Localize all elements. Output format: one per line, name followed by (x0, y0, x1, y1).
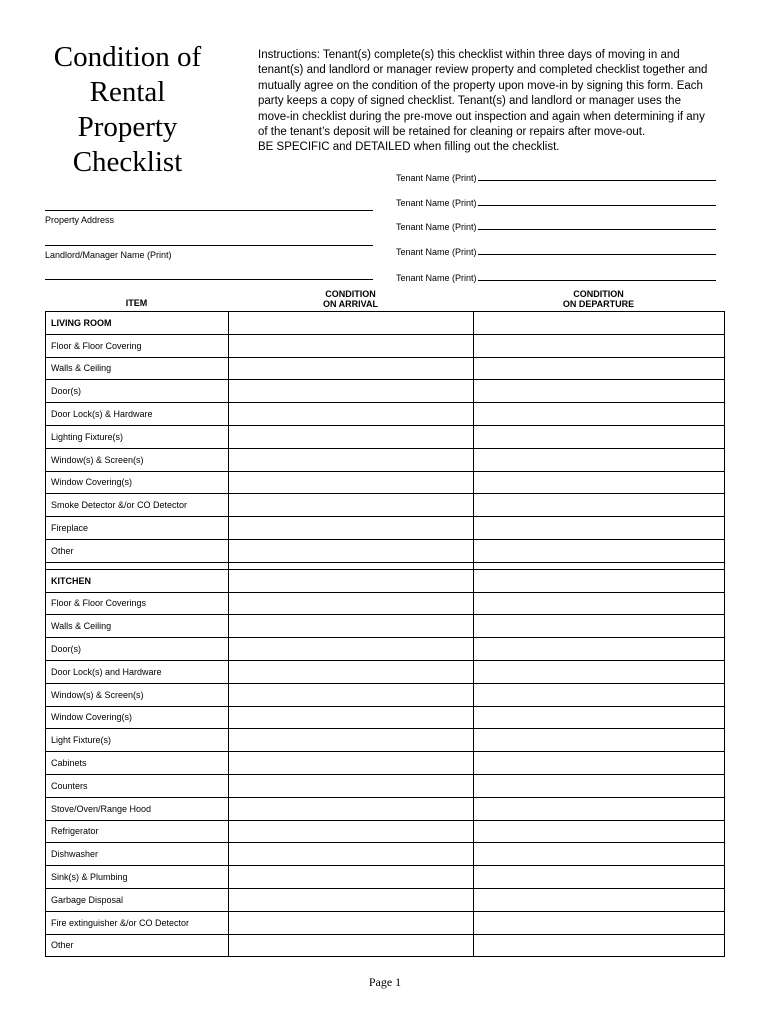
arrival-condition-cell[interactable] (229, 820, 474, 843)
arrival-condition-cell[interactable] (229, 334, 474, 357)
table-row (46, 638, 725, 661)
item-label: Walls & Ceiling (46, 357, 229, 380)
table-row (46, 729, 725, 752)
column-header-line: ON DEPARTURE (562, 299, 635, 309)
departure-condition-cell[interactable] (474, 866, 725, 889)
checklist-table (45, 311, 725, 957)
item-label: Counters (46, 774, 229, 797)
title-line: Condition of (53, 41, 202, 73)
tenant-name-label: Tenant Name (Print) (396, 198, 477, 208)
table-row (46, 706, 725, 729)
landlord-name-line[interactable] (45, 245, 373, 246)
table-row (46, 660, 725, 683)
arrival-condition-cell[interactable] (229, 494, 474, 517)
departure-condition-cell[interactable] (474, 638, 725, 661)
departure-condition-cell[interactable] (474, 615, 725, 638)
item-label: Walls & Ceiling (46, 615, 229, 638)
departure-condition-cell[interactable] (474, 683, 725, 706)
item-label: Garbage Disposal (46, 888, 229, 911)
section-row (46, 312, 725, 335)
tenant-name-field-1[interactable] (396, 169, 716, 183)
arrival-condition-cell[interactable] (229, 569, 474, 592)
arrival-condition-cell[interactable] (229, 517, 474, 540)
departure-condition-cell[interactable] (474, 592, 725, 615)
item-label: Fireplace (46, 517, 229, 540)
item-label: Window(s) & Screen(s) (46, 448, 229, 471)
arrival-condition-cell[interactable] (229, 539, 474, 562)
departure-condition-cell[interactable] (474, 934, 725, 957)
table-row (46, 615, 725, 638)
column-header-line: CONDITION (325, 289, 376, 299)
section-spacer-row (46, 562, 725, 569)
spacer-cell (229, 562, 474, 569)
arrival-condition-cell[interactable] (229, 615, 474, 638)
table-row (46, 934, 725, 957)
table-row (46, 494, 725, 517)
section-heading: LIVING ROOM (46, 312, 229, 335)
column-header-item: ITEM (125, 298, 148, 308)
arrival-condition-cell[interactable] (229, 866, 474, 889)
table-row (46, 888, 725, 911)
instructions-line: mutually agree on the condition of the property upon move-in by signing this form. Each (258, 79, 703, 92)
arrival-condition-cell[interactable] (229, 729, 474, 752)
arrival-condition-cell[interactable] (229, 312, 474, 335)
signature-line (478, 229, 716, 230)
instructions-line: Instructions: Tenant(s) complete(s) this checklist within three days of moving in and (258, 49, 680, 61)
arrival-condition-cell[interactable] (229, 448, 474, 471)
title-line: Checklist (72, 146, 183, 178)
column-header-line: CONDITION (573, 289, 624, 299)
arrival-condition-cell[interactable] (229, 592, 474, 615)
arrival-condition-cell[interactable] (229, 934, 474, 957)
departure-condition-cell[interactable] (474, 569, 725, 592)
tenant-name-field-5[interactable] (396, 269, 716, 283)
departure-condition-cell[interactable] (474, 471, 725, 494)
tenant-name-label: Tenant Name (Print) (396, 273, 477, 283)
departure-condition-cell[interactable] (474, 448, 725, 471)
item-label: Window(s) & Screen(s) (46, 683, 229, 706)
table-row (46, 517, 725, 540)
departure-condition-cell[interactable] (474, 752, 725, 775)
item-label: Dishwasher (46, 843, 229, 866)
arrival-condition-cell[interactable] (229, 425, 474, 448)
table-row (46, 843, 725, 866)
item-label: Door(s) (46, 638, 229, 661)
instructions-line: tenant(s) and landlord or manager review property and completed checklist together and (258, 64, 708, 77)
section-heading: KITCHEN (46, 569, 229, 592)
departure-condition-cell[interactable] (474, 425, 725, 448)
item-label: Door Lock(s) and Hardware (46, 660, 229, 683)
section-row (46, 569, 725, 592)
item-label: Window Covering(s) (46, 706, 229, 729)
signature-line (478, 205, 716, 206)
table-row (46, 357, 725, 380)
departure-condition-cell[interactable] (474, 403, 725, 426)
instructions-line: party keeps a copy of signed checklist. Tenant(s) and landlord or manager uses the (258, 95, 681, 108)
arrival-condition-cell[interactable] (229, 357, 474, 380)
table-row (46, 752, 725, 775)
departure-condition-cell[interactable] (474, 774, 725, 797)
table-row (46, 797, 725, 820)
signature-line (478, 280, 716, 281)
item-label: Other (46, 539, 229, 562)
checklist-body (46, 312, 725, 957)
item-label: Stove/Oven/Range Hood (46, 797, 229, 820)
departure-condition-cell[interactable] (474, 380, 725, 403)
column-header-departure (473, 289, 724, 309)
departure-condition-cell[interactable] (474, 539, 725, 562)
item-label: Door(s) (46, 380, 229, 403)
table-row (46, 471, 725, 494)
arrival-condition-cell[interactable] (229, 843, 474, 866)
tenant-name-field-3[interactable] (396, 218, 716, 232)
arrival-condition-cell[interactable] (229, 911, 474, 934)
departure-condition-cell[interactable] (474, 797, 725, 820)
item-label: Window Covering(s) (46, 471, 229, 494)
table-row (46, 403, 725, 426)
item-label: Smoke Detector &/or CO Detector (46, 494, 229, 517)
property-address-label: Property Address (45, 215, 115, 225)
departure-condition-cell[interactable] (474, 334, 725, 357)
table-row (46, 334, 725, 357)
title-line: Property (77, 111, 178, 143)
arrival-condition-cell[interactable] (229, 403, 474, 426)
item-label: Cabinets (46, 752, 229, 775)
table-row (46, 539, 725, 562)
arrival-condition-cell[interactable] (229, 660, 474, 683)
instructions-line: of the tenant’s deposit will be retained for cleaning or repairs after move-out. (258, 126, 646, 139)
form-title (40, 40, 215, 180)
signature-line (478, 254, 716, 255)
table-row (46, 448, 725, 471)
table-row (46, 866, 725, 889)
item-label: Door Lock(s) & Hardware (46, 403, 229, 426)
column-header-line: ON ARRIVAL (323, 299, 378, 309)
tenant-name-label: Tenant Name (Print) (396, 173, 477, 183)
column-header-arrival (228, 289, 473, 309)
tenant-name-field-4[interactable] (396, 243, 716, 257)
departure-condition-cell[interactable] (474, 820, 725, 843)
arrival-condition-cell[interactable] (229, 471, 474, 494)
item-label: Fire extinguisher &/or CO Detector (46, 911, 229, 934)
header-divider-line (45, 279, 373, 280)
arrival-condition-cell[interactable] (229, 797, 474, 820)
instructions-line: move-in checklist during the pre-move out inspection and again when determining if any (258, 110, 705, 123)
arrival-condition-cell[interactable] (229, 888, 474, 911)
instructions-text (258, 48, 728, 156)
table-row (46, 380, 725, 403)
departure-condition-cell[interactable] (474, 494, 725, 517)
arrival-condition-cell[interactable] (229, 683, 474, 706)
arrival-condition-cell[interactable] (229, 752, 474, 775)
arrival-condition-cell[interactable] (229, 380, 474, 403)
property-address-line[interactable] (45, 210, 373, 211)
table-row (46, 425, 725, 448)
departure-condition-cell[interactable] (474, 312, 725, 335)
signature-line (478, 180, 716, 181)
title-line: Rental (89, 76, 166, 108)
spacer-cell (46, 562, 229, 569)
departure-condition-cell[interactable] (474, 843, 725, 866)
instructions-line: BE SPECIFIC and DETAILED when filling out the checklist. (258, 141, 560, 154)
departure-condition-cell[interactable] (474, 357, 725, 380)
item-label: Other (46, 934, 229, 957)
spacer-cell (474, 562, 725, 569)
tenant-name-label: Tenant Name (Print) (396, 247, 477, 257)
table-row (46, 592, 725, 615)
item-label: Light Fixture(s) (46, 729, 229, 752)
landlord-name-label: Landlord/Manager Name (Print) (45, 250, 172, 260)
departure-condition-cell[interactable] (474, 660, 725, 683)
item-label: Floor & Floor Coverings (46, 592, 229, 615)
departure-condition-cell[interactable] (474, 517, 725, 540)
departure-condition-cell[interactable] (474, 729, 725, 752)
table-row (46, 683, 725, 706)
item-label: Sink(s) & Plumbing (46, 866, 229, 889)
departure-condition-cell[interactable] (474, 911, 725, 934)
tenant-name-field-2[interactable] (396, 194, 716, 208)
departure-condition-cell[interactable] (474, 888, 725, 911)
arrival-condition-cell[interactable] (229, 706, 474, 729)
arrival-condition-cell[interactable] (229, 638, 474, 661)
page-number: Page 1 (368, 975, 402, 989)
tenant-name-label: Tenant Name (Print) (396, 222, 477, 232)
item-label: Refrigerator (46, 820, 229, 843)
table-row (46, 911, 725, 934)
table-row (46, 774, 725, 797)
departure-condition-cell[interactable] (474, 706, 725, 729)
item-label: Lighting Fixture(s) (46, 425, 229, 448)
table-row (46, 820, 725, 843)
item-label: Floor & Floor Covering (46, 334, 229, 357)
arrival-condition-cell[interactable] (229, 774, 474, 797)
